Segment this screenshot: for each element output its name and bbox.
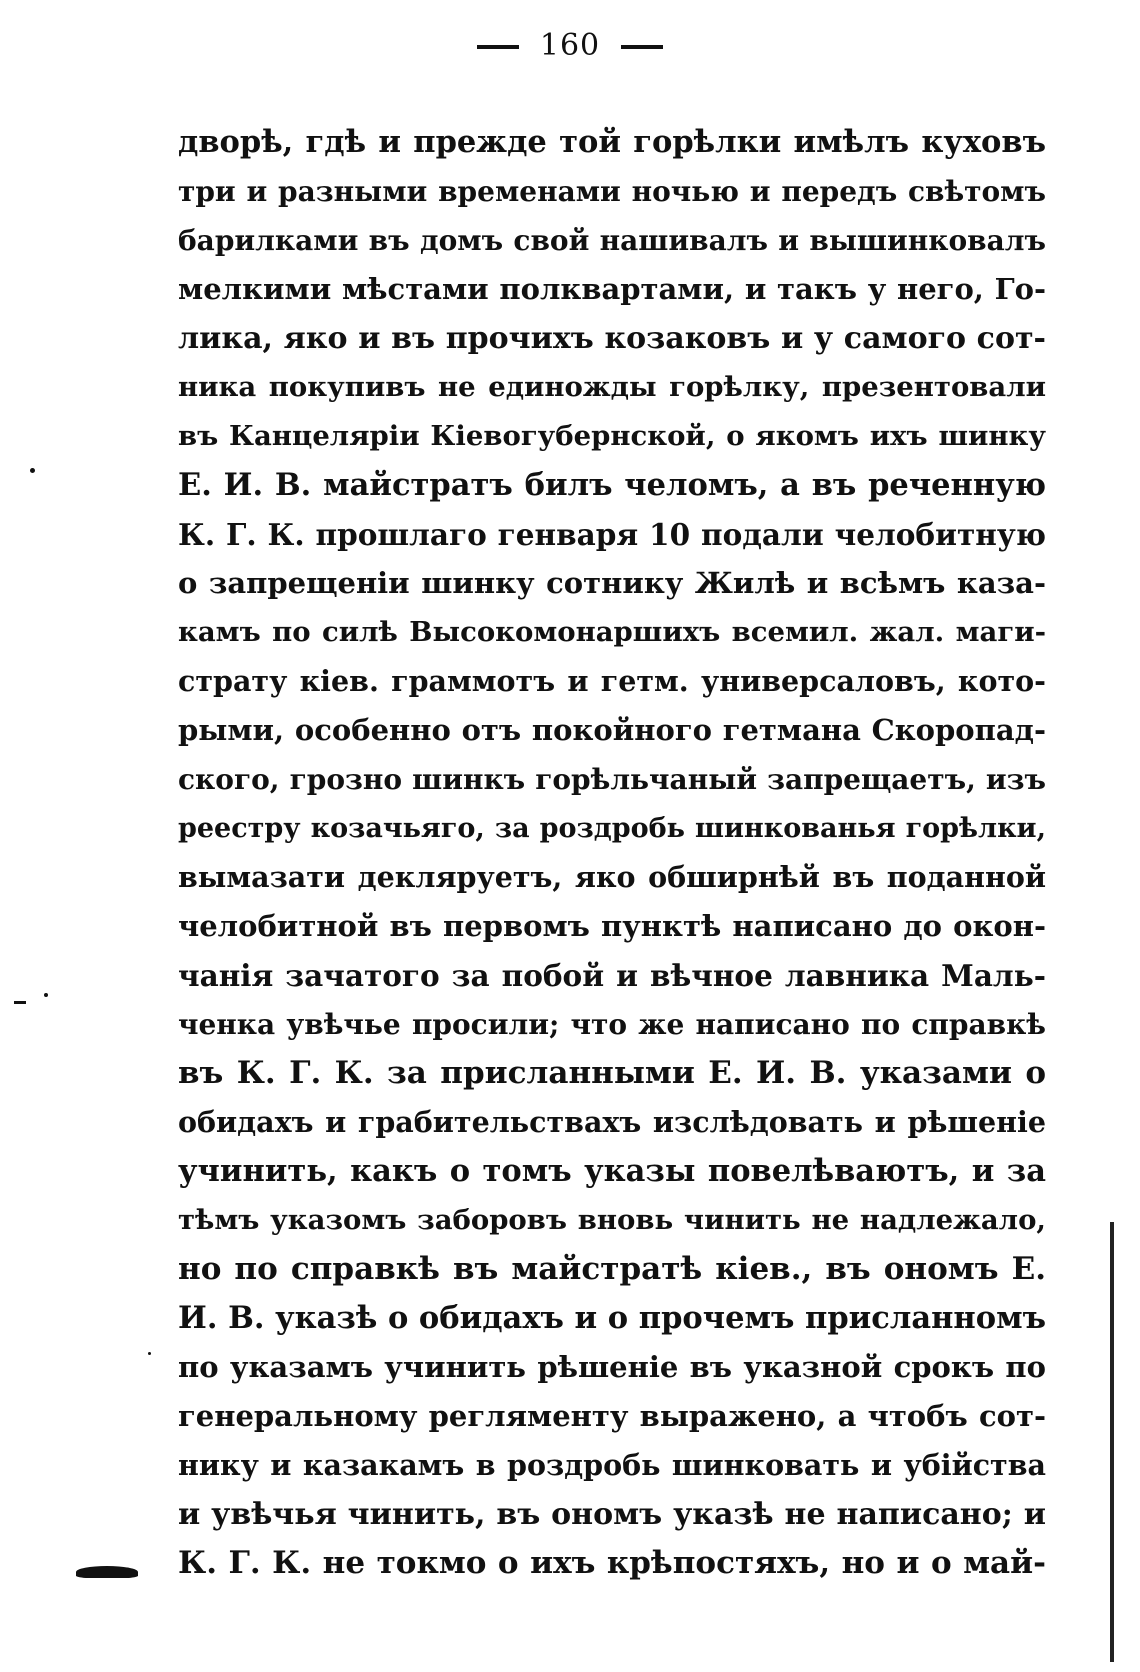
text-line: по указамъ учинить рѣшеніе въ указной срокъ по bbox=[178, 1350, 1046, 1384]
text-line: страту кіев. граммотъ и гетм. универсаловъ, кото- bbox=[178, 664, 1046, 698]
text-line: чанія зачатого за побой и вѣчное лавника Маль- bbox=[178, 958, 1046, 993]
text-line: вымазати декляруетъ, яко обширнѣй въ поданной bbox=[178, 860, 1046, 894]
right-dash-ornament bbox=[621, 45, 663, 49]
text-line: и увѣчья чинить, въ ономъ указѣ не написано; и bbox=[178, 1497, 1046, 1532]
text-line: мелкими мѣстами полквартами, и такъ у него, Го- bbox=[178, 272, 1046, 306]
text-line: К. Г. К. не токмо о ихъ крѣпостяхъ, но и о май- bbox=[178, 1545, 1046, 1581]
page-number-text: 160 bbox=[539, 28, 601, 63]
text-line: но по справкѣ въ майстратѣ кіев., въ ономъ Е. bbox=[178, 1251, 1046, 1287]
page-number bbox=[0, 28, 1140, 63]
text-line: обидахъ и грабительствахъ изслѣдовать и рѣшеніе bbox=[178, 1105, 1046, 1139]
margin-speck bbox=[30, 468, 35, 473]
text-line: челобитной въ первомъ пунктѣ написано до окон- bbox=[178, 909, 1046, 943]
text-line: лика, яко и въ прочихъ козаковъ и у самого сот- bbox=[178, 321, 1046, 356]
left-dash-ornament bbox=[477, 45, 519, 49]
text-line: И. В. указѣ о обидахъ и о прочемъ присланномъ bbox=[178, 1300, 1046, 1336]
text-line: ского, грозно шинкъ горѣльчаный запрещаетъ, изъ bbox=[178, 763, 1046, 796]
text-line: нику и казакамъ в роздробь шинковать и убійства bbox=[178, 1448, 1046, 1482]
body-text bbox=[178, 118, 1046, 1588]
text-line: въ Канцеляріи Кіевогубернской, о якомъ ихъ шинку bbox=[178, 420, 1046, 452]
text-line: реестру козачьяго, за роздробь шинкованья горѣлки, bbox=[178, 813, 1046, 844]
text-line: ника покупивъ не единожды горѣлку, презентовали bbox=[178, 371, 1046, 403]
margin-speck bbox=[44, 993, 48, 997]
text-line: камъ по силѣ Высокомонаршихъ всемил. жал. маги- bbox=[178, 616, 1046, 648]
text-line: К. Г. К. прошлаго генваря 10 подали челобитную bbox=[178, 517, 1046, 552]
text-line: генеральному регляменту выражено, а чтобъ сот- bbox=[178, 1399, 1046, 1433]
text-line: Е. И. В. майстратъ билъ челомъ, а въ реченную bbox=[178, 467, 1046, 503]
text-line: о запрещеніи шинку сотнику Жилѣ и всѣмъ каза- bbox=[178, 566, 1046, 600]
page-edge-shadow bbox=[1110, 1222, 1114, 1662]
text-line: тѣмъ указомъ заборовъ вновь чинить не надлежало, bbox=[178, 1204, 1046, 1236]
margin-speck bbox=[148, 1352, 151, 1355]
text-line: дворѣ, гдѣ и прежде той горѣлки имѣлъ куховъ bbox=[178, 124, 1046, 160]
text-line: барилками въ домъ свой нашивалъ и вышинковалъ bbox=[178, 224, 1046, 257]
text-line: въ К. Г. К. за присланными Е. И. В. указами о bbox=[178, 1055, 1046, 1091]
margin-speck bbox=[14, 1001, 26, 1004]
ink-smudge bbox=[76, 1566, 138, 1578]
text-line: ченка увѣчье просили; что же написано по справкѣ bbox=[178, 1008, 1046, 1041]
text-line: рыми, особенно отъ покойного гетмана Скоропад- bbox=[178, 713, 1046, 747]
text-line: учинить, какъ о томъ указы повелѣваютъ, и за bbox=[178, 1153, 1046, 1189]
text-line: три и разными временами ночью и передъ свѣтомъ bbox=[178, 175, 1046, 208]
